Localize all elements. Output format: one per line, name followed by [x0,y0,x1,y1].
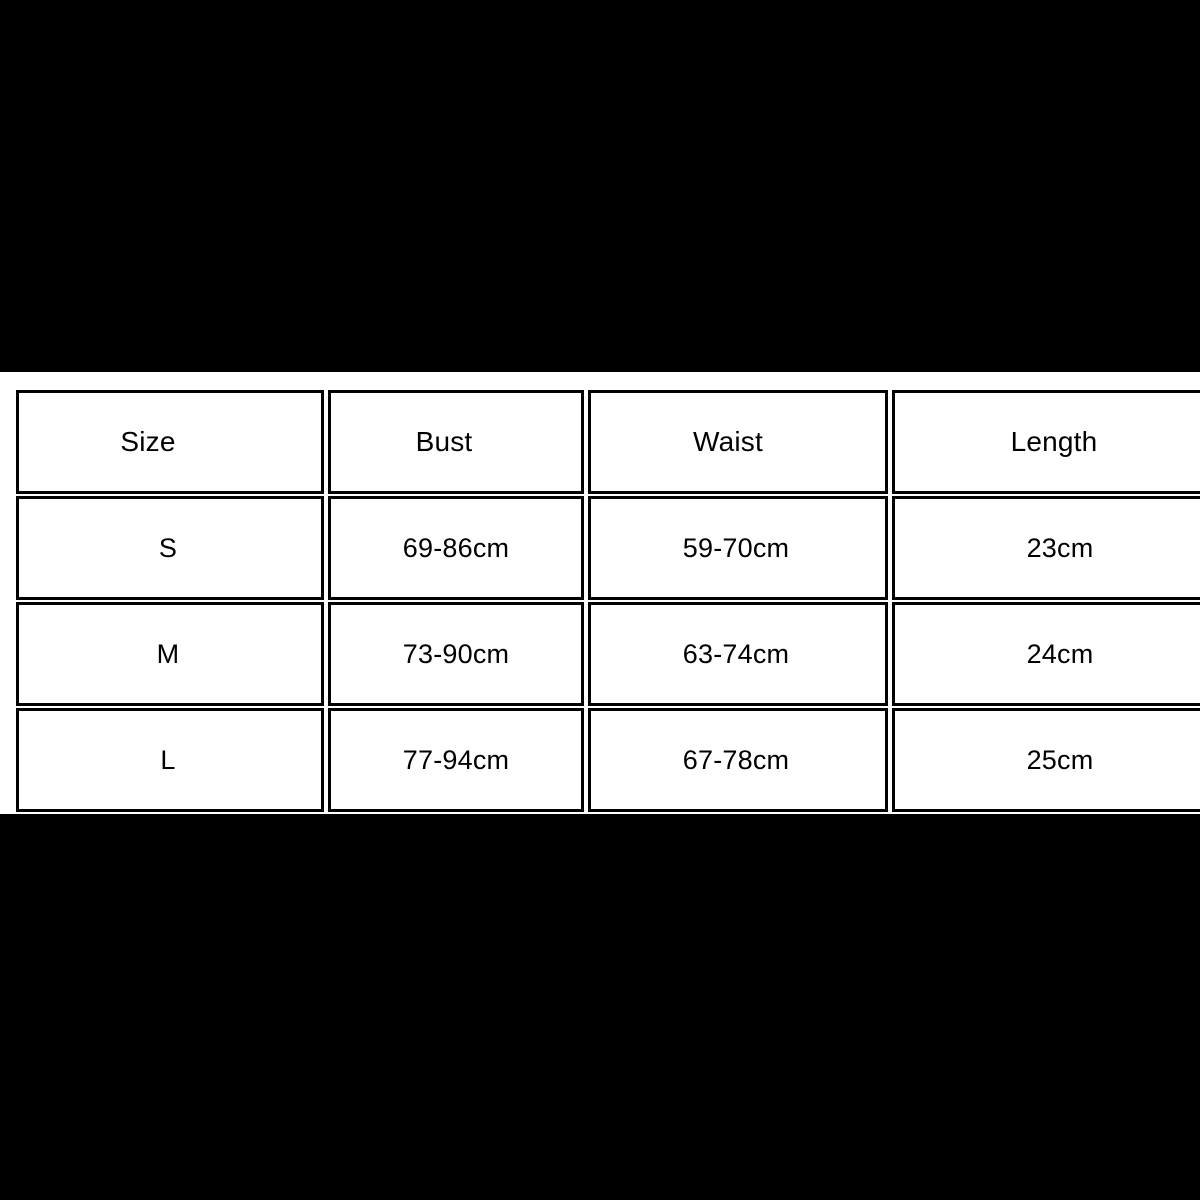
column-header-length [892,390,1200,494]
cell-waist [588,602,888,706]
cell-length-value: 25cm [1026,744,1094,775]
cell-bust [328,496,584,600]
cell-bust-value: 77-94cm [402,744,510,775]
cell-size [16,708,324,812]
cell-bust [328,708,584,812]
column-header-size-label: Size [120,426,176,457]
cell-waist-value: 59-70cm [682,532,790,563]
cell-size-value: L [160,744,176,775]
cell-length-value: 23cm [1026,532,1094,563]
column-header-bust-label: Bust [415,426,473,457]
column-header-length-label: Length [1010,426,1098,457]
column-header-waist [588,390,888,494]
cell-size-value: S [158,532,178,563]
cell-length-value: 24cm [1026,638,1094,669]
size-chart-table [12,388,1200,814]
table-header-row [16,390,1200,494]
cell-bust-value: 73-90cm [402,638,510,669]
cell-waist [588,496,888,600]
cell-length [892,602,1200,706]
cell-bust-value: 69-86cm [402,532,510,563]
table-row [16,708,1200,812]
cell-size [16,496,324,600]
column-header-waist-label: Waist [693,426,763,457]
column-header-size [16,390,324,494]
cell-waist-value: 67-78cm [682,744,790,775]
cell-length [892,708,1200,812]
cell-size-value: M [156,638,180,669]
table-row [16,496,1200,600]
cell-waist [588,708,888,812]
table-row [16,602,1200,706]
cell-size [16,602,324,706]
cell-bust [328,602,584,706]
size-chart-panel [0,372,1200,814]
cell-waist-value: 63-74cm [682,638,790,669]
column-header-bust [328,390,584,494]
cell-length [892,496,1200,600]
